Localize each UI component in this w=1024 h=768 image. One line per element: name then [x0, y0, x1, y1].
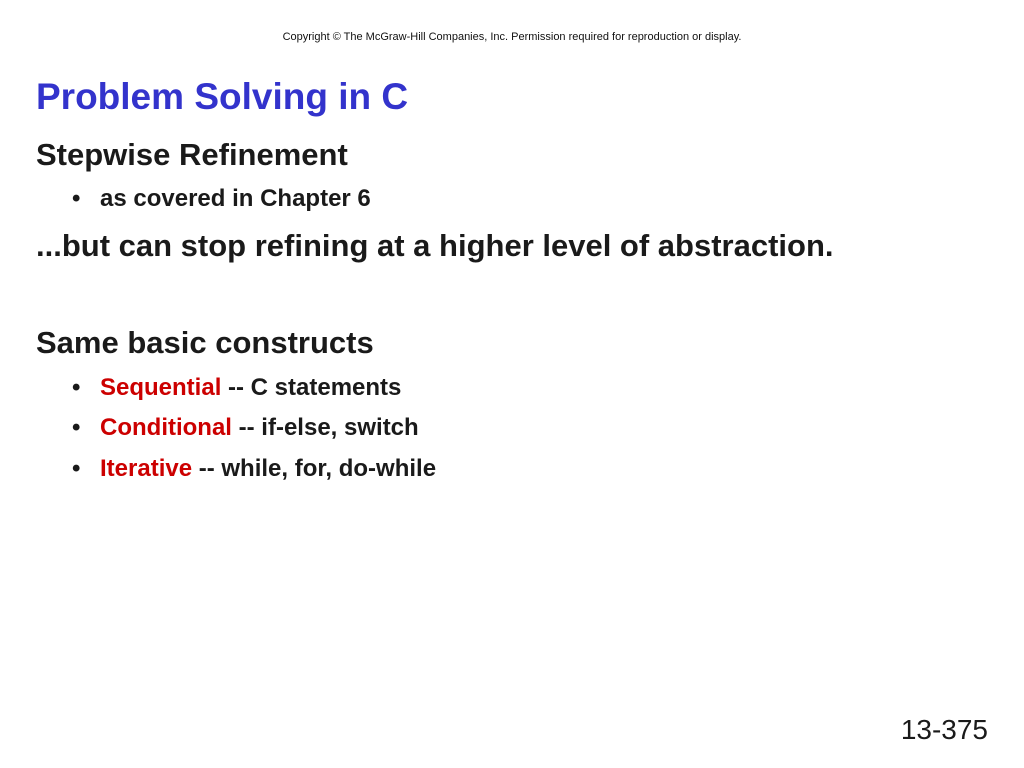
slide-title: Problem Solving in C: [36, 76, 409, 117]
slide-number: 13-375: [900, 714, 988, 745]
construct-description: -- if-else, switch: [231, 414, 419, 441]
bullet-item-conditional: [72, 414, 419, 442]
bullet-dot-icon: •: [72, 414, 81, 441]
construct-term: Iterative: [100, 455, 193, 482]
heading-basic-constructs: Same basic constructs: [36, 325, 374, 360]
bullet-item-sequential: [72, 374, 401, 402]
bullet-dot-icon: •: [72, 455, 81, 482]
bullet-item-iterative: [72, 455, 436, 483]
bullet-item: [72, 185, 371, 213]
construct-description: -- while, for, do-while: [192, 455, 437, 482]
bullet-text: as covered in Chapter 6: [100, 185, 371, 212]
copyright-notice: Copyright © The McGraw-Hill Companies, Inc. Permission required for reproduction or display.: [282, 31, 742, 43]
heading-abstraction: ...but can stop refining at a higher level of abstraction.: [36, 228, 834, 263]
heading-stepwise-refinement: Stepwise Refinement: [36, 137, 348, 172]
bullet-dot-icon: •: [72, 185, 81, 212]
construct-term: Conditional: [100, 414, 232, 441]
construct-term: Sequential: [100, 374, 222, 401]
construct-description: -- C statements: [221, 374, 402, 401]
bullet-dot-icon: •: [72, 374, 81, 401]
